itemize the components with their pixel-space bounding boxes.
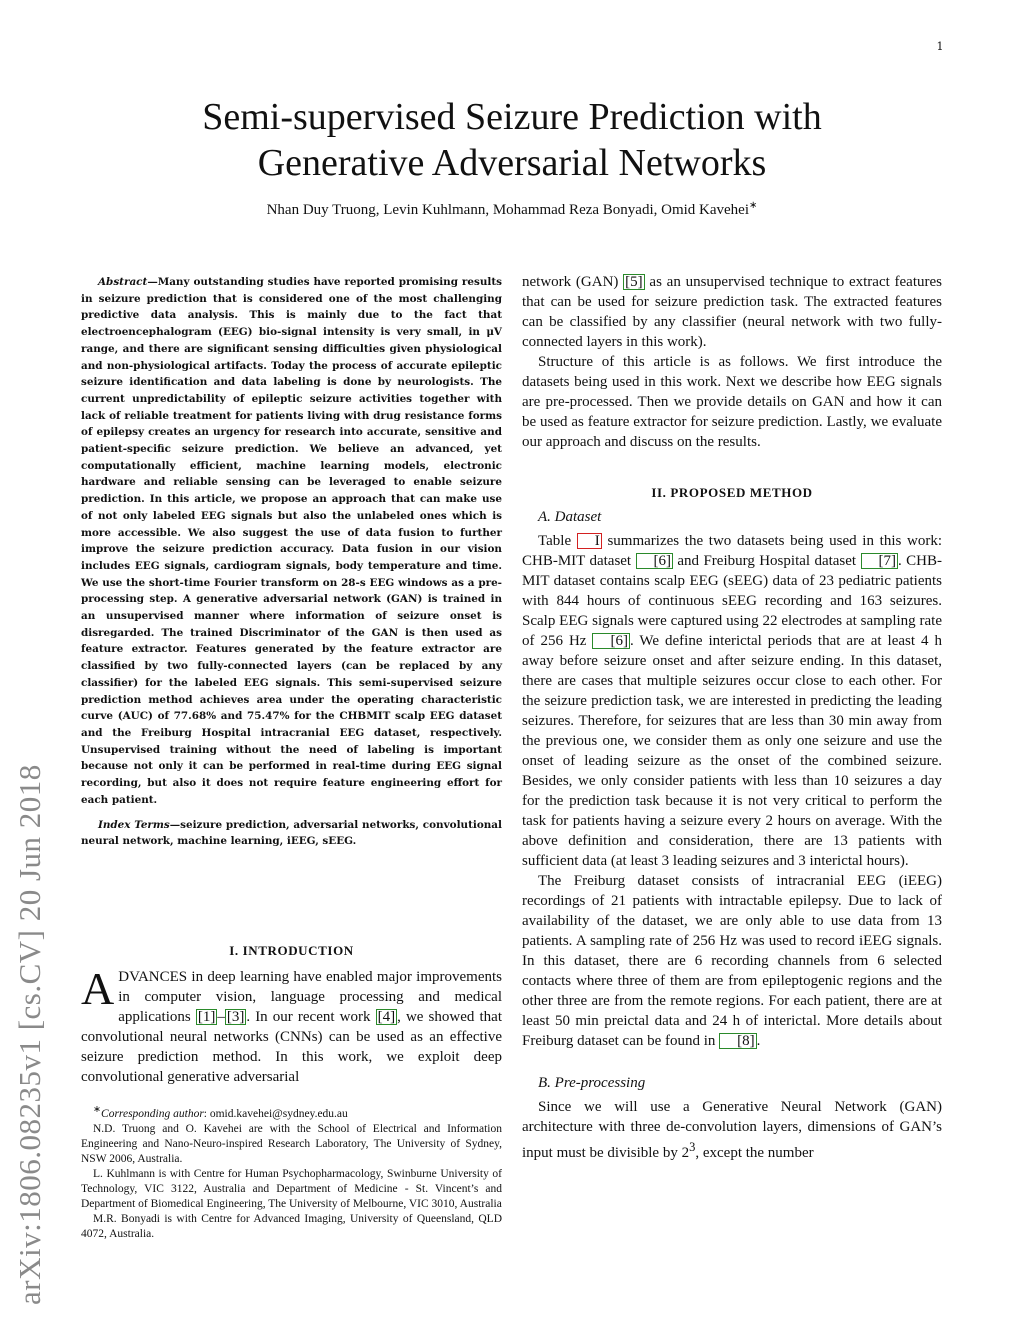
text: and Freiburg Hospital dataset xyxy=(673,553,861,569)
author-list xyxy=(100,196,924,220)
heading-rest: NTRODUCTION xyxy=(248,943,354,958)
text: . CHB-MIT dataset contains scalp EEG (sEEG) data of 23 pediatric patients with 844 hours of continuous sEEG recording and 163 seizures. Scalp EEG signals were captured using 22 electrodes at sampling rate of 256 Hz xyxy=(522,553,942,649)
paper-title xyxy=(100,94,924,186)
heading-initial: M xyxy=(749,485,763,500)
index-terms xyxy=(81,817,502,850)
paragraph xyxy=(522,531,942,871)
text: summarizes the two datasets being used in this work: CHB-MIT dataset xyxy=(522,533,942,569)
text: , except the number xyxy=(695,1145,814,1161)
dropcap: A xyxy=(81,963,115,1014)
footnote-corresponding xyxy=(81,1102,502,1122)
citation-link[interactable]: [4] xyxy=(377,1009,396,1025)
footnote-lead: Corresponding author xyxy=(101,1107,204,1120)
text: Since we will use a Generative Neural Network (GAN) architecture with three de-convolution layers, dimensions of GAN’s input must be divisible by 2 xyxy=(522,1099,942,1161)
abstract-lead: Abstract xyxy=(98,276,148,288)
intro-text-2: . In our recent work xyxy=(246,1009,376,1025)
paragraph: Structure of this article is as follows. We first introduce the datasets being used in this work. Next we describe how EEG signals are pre-processed. Then we provide details on GAN and how it can be used as feature extractor for seizure prediction. Lastly, we evaluate our approach and discuss on the results. xyxy=(522,354,942,450)
paragraph xyxy=(522,272,942,352)
left-column xyxy=(81,274,502,850)
section-heading-proposed-method xyxy=(522,483,942,503)
index-terms-text: —seizure prediction, adversarial networks, convolutional neural network, machine learning, iEEG, sEEG. xyxy=(81,818,502,848)
citation-link[interactable]: [1] xyxy=(197,1009,216,1025)
introduction-paragraph xyxy=(81,963,502,1087)
footnote-email: : omid.kavehei@sydney.edu.au xyxy=(203,1107,348,1120)
author-mark: ∗ xyxy=(749,200,758,211)
text: Table xyxy=(538,533,577,549)
citation-dash: – xyxy=(217,1009,225,1025)
heading-initial: I xyxy=(242,943,249,958)
right-column xyxy=(522,272,942,1163)
index-terms-lead: Index Terms xyxy=(98,818,170,831)
abstract xyxy=(81,274,502,809)
citation-link[interactable]: [6] xyxy=(592,633,630,649)
citation-link[interactable]: [5] xyxy=(625,274,643,290)
text: . xyxy=(756,1033,761,1049)
paragraph xyxy=(522,1097,942,1163)
citation-link[interactable]: [6] xyxy=(636,553,674,569)
heading-initial: P xyxy=(670,485,679,500)
citation-link[interactable]: [7] xyxy=(861,553,899,569)
section-heading-introduction xyxy=(81,943,502,959)
footnote-affiliation: L. Kuhlmann is with Centre for Human Psychopharmacology, Swinburne University of Technology, VIC 3122, Australia and Department of Medicine - St. Vincent’s and Department of Biomedical Engineering, The University of Melbourne, VIC 3010, Australia xyxy=(81,1167,502,1210)
heading-rest: ETHOD xyxy=(762,485,813,500)
superscript: 3 xyxy=(689,1140,696,1154)
intro-text-3: , we showed that convolutional neural networks (CNNs) can be used as an effective seizure prediction method. In this work, we exploit deep convolutional generative adversarial xyxy=(81,1009,502,1085)
footnote-affiliation: N.D. Truong and O. Kavehei are with the School of Electrical and Information Engineering and Nano-Neuro-inspired Research Laboratory, The University of Sydney, NSW 2006, Australia. xyxy=(81,1122,502,1165)
intro-text-1: DVANCES in deep learning have enabled major improvements in computer vision, language processing and medical applications xyxy=(118,969,502,1025)
text: . We define interictal periods that are at least 4 h away before seizure onset and after seizure ending. In this dataset, there are cases that multiple seizures occur close to each other. For the seizure prediction task, we are interested in predicting the leading seizures. Therefore, for seizures that are less than 30 min away from the previous one, we consider them as only one seizure and use the onset of leading seizure as the onset of the combined seizure. Besides, we only consider patients with less than 10 seizures a day for the prediction task because it is not very critical to perform the task for patients having a seizure every 2 hours on average. With the above definition and consideration, there are 13 patients with sufficient data (at least 3 leading seizures and 3 interictal hours). xyxy=(522,633,942,869)
subsection-heading-preprocessing: B. Pre-processing xyxy=(538,1075,646,1091)
text: network (GAN) xyxy=(522,274,624,290)
table-link[interactable]: I xyxy=(577,533,602,549)
title-line-2: Generative Adversarial Networks xyxy=(257,142,767,184)
arxiv-id-text: arXiv:1806.08235v1 [cs.CV] 20 Jun 2018 xyxy=(12,764,47,1305)
section-number: I. xyxy=(229,943,243,958)
footnotes xyxy=(81,1102,502,1242)
text: The Freiburg dataset consists of intracranial EEG (iEEG) recordings of 21 patients with intractable epilepsy. Due to lack of availability of the dataset, we are only able to use data from 13 patients. A sampling rate of 256 Hz was used to record iEEG signals. In this dataset, there are 6 recording channels from 6 selected contacts where three of them are from epileptogenic regions and the other three are from the remote regions. For each patient, there are at least 50 min preictal data and 24 h of interictal. More details about Freiburg dataset can be found in xyxy=(522,873,942,1049)
page-number: 1 xyxy=(936,40,944,53)
paragraph xyxy=(522,871,942,1051)
citation-link[interactable]: [3] xyxy=(226,1009,245,1025)
authors-text: Nhan Duy Truong, Levin Kuhlmann, Mohammad Reza Bonyadi, Omid Kavehei xyxy=(266,202,750,218)
citation-link[interactable]: [8] xyxy=(719,1033,757,1049)
footnote-mark: ∗ xyxy=(93,1104,102,1115)
title-line-1: Semi-supervised Seizure Prediction with xyxy=(202,96,822,138)
section-number: II. xyxy=(651,485,671,500)
footnote-affiliation: M.R. Bonyadi is with Centre for Advanced Imaging, University of Queensland, QLD 4072, Australia. xyxy=(81,1212,502,1240)
subsection-heading-dataset: A. Dataset xyxy=(538,509,602,525)
abstract-text: —Many outstanding studies have reported promising results in seizure prediction that is considered one of the most challenging predictive data analysis. This is mainly due to the fact that electroencephalogram (EEG) bio-signal intensity is very small, in μV range, and there are significant sensing difficulties given physiological and non-physiological artifacts. Today the process of accurate epileptic seizure identification and data labeling is done by neurologists. The current unpredictability of epileptic seizure activities together with lack of reliable treatment for patients living with drug resistance forms of epilepsy creates an urgency for research into accurate, sensitive and patient-specific seizure prediction. We believe an advanced, yet computationally efficient, machine learning models, electronic hardware and reliable sensing can be leveraged to enable seizure prediction. In this article, we propose an approach that can make use of not only labeled EEG signals but also the unlabeled ones which is more accessible. We also suggest the use of data fusion to further improve the seizure prediction accuracy. Data fusion in our vision includes EEG signals, cardiogram signals, body temperature and time. We use the short-time Fourier transform on 28-s EEG windows as a pre-processing step. A generative adversarial network (GAN) is trained in an unsupervised manner where information of seizure onset is disregarded. The trained Discriminator of the GAN is then used as feature extractor. Features generated by the feature extractor are classified by two fully-connected layers (can be replaced by any classifier) for the labeled EEG signals. This semi-supervised seizure prediction method achieves area under the operating characteristic curve (AUC) of 77.68% and 75.47% for the CHBMIT scalp EEG dataset and the Freiburg Hospital intracranial EEG dataset, respectively. Unsupervised training without the need of labeling is important because not only it can be performed in real-time during EEG signal recording, but also it does not require feature engineering effort for each patient. xyxy=(81,276,502,806)
text: as an unsupervised technique to extract features that can be used for seizure prediction task. The extracted features can be classified by any classifier (neural network with two fully-connected layers in this work). xyxy=(522,274,942,350)
heading-rest: ROPOSED xyxy=(678,485,750,500)
